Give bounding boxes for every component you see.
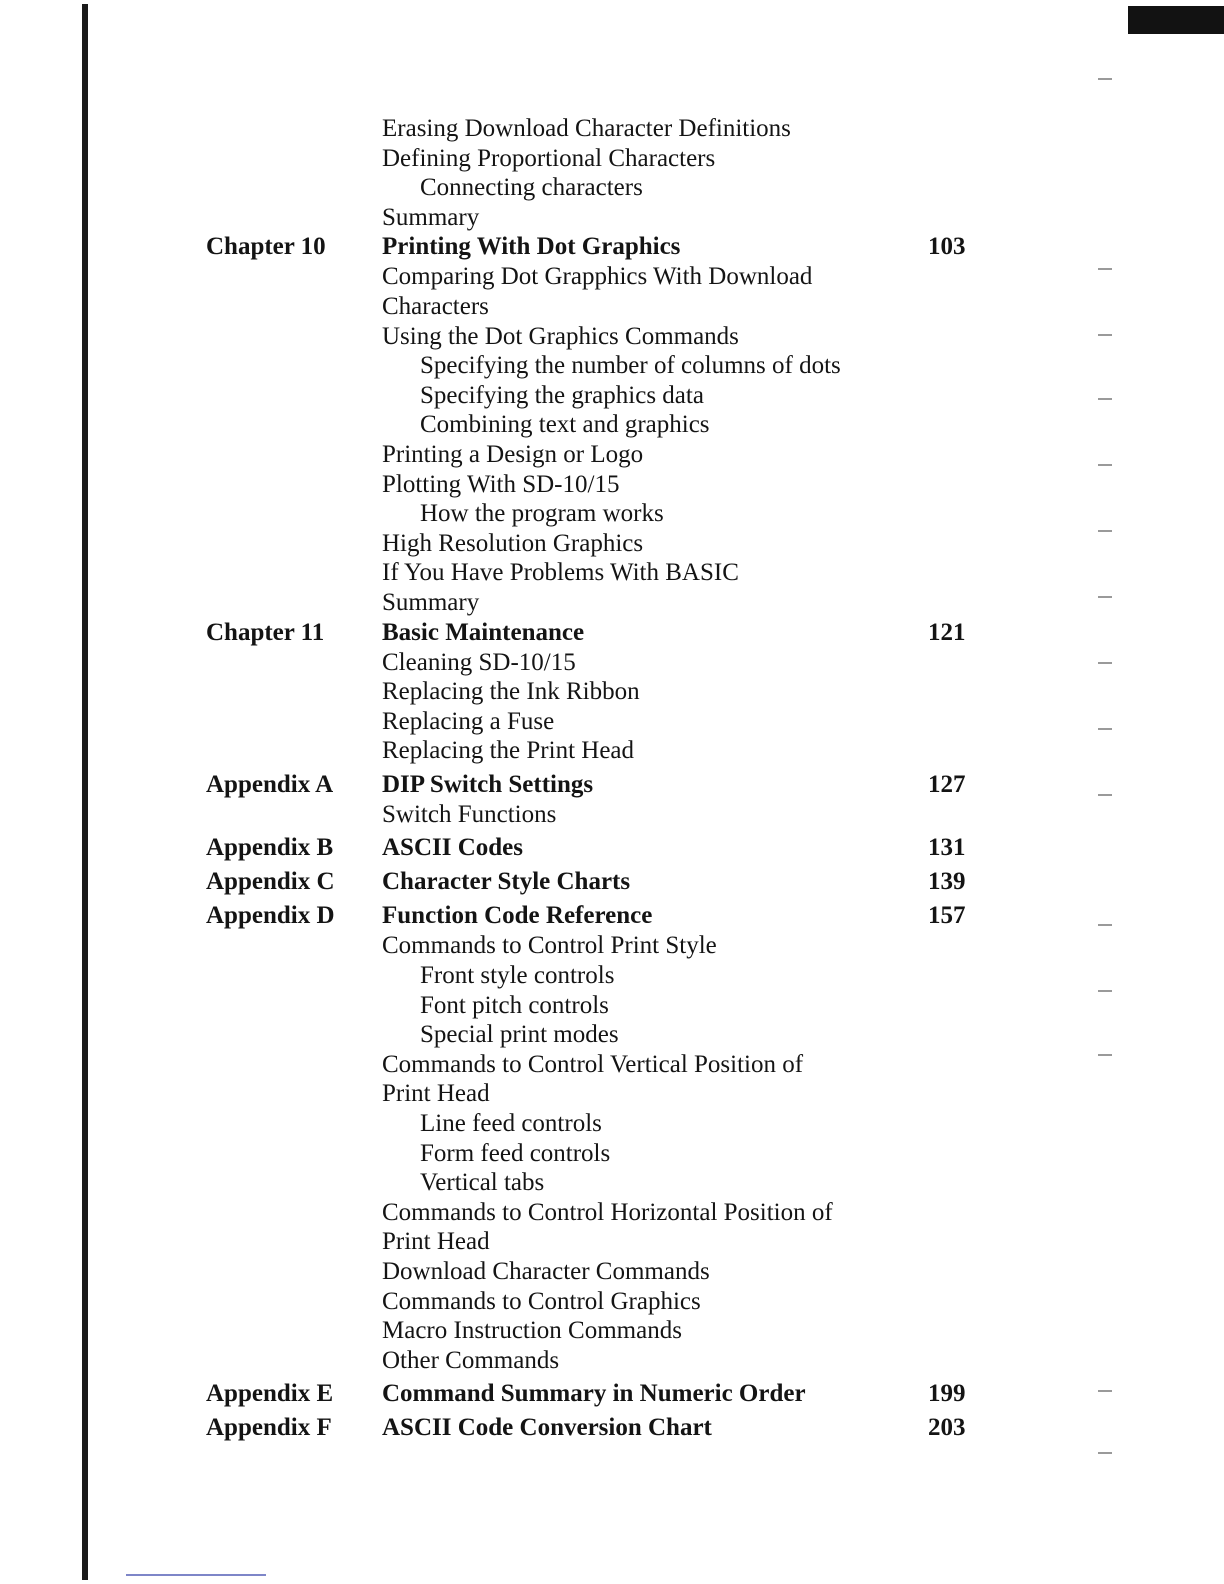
toc-entry-heading [0, 232, 1224, 262]
toc-entry [0, 232, 1224, 617]
toc-section: Summary [382, 203, 480, 231]
toc-section: Switch Functions [382, 800, 557, 828]
toc-entry-title: DIP Switch Settings [382, 770, 594, 798]
toc-subsection: Front style controls [420, 962, 615, 990]
toc-entry-title: Function Code Reference [382, 902, 653, 930]
toc-section: Commands to Control Graphics [382, 1287, 701, 1315]
toc-entry-page: 157 [928, 902, 966, 930]
toc-section: Characters [382, 292, 489, 320]
toc-entry-page: 199 [928, 1380, 966, 1408]
toc-entry-label: Appendix D [206, 902, 335, 930]
toc-entry [0, 867, 1224, 897]
toc-subsection: Combining text and graphics [420, 411, 710, 439]
toc-section: Using the Dot Graphics Commands [382, 322, 739, 350]
toc-entry-title: Basic Maintenance [382, 618, 585, 646]
toc-section: Replacing the Print Head [382, 737, 635, 765]
scan-mark [1098, 78, 1112, 80]
toc-entry [0, 770, 1224, 830]
toc-section: Commands to Control Horizontal Position of [382, 1198, 833, 1226]
toc-section: Print Head [382, 1228, 490, 1256]
toc-entry-page: 121 [928, 618, 966, 646]
toc-entry-title: ASCII Code Conversion Chart [382, 1414, 712, 1442]
toc-subsection: How the program works [420, 500, 664, 528]
toc-entry [0, 1379, 1224, 1409]
toc-subsection: Form feed controls [420, 1139, 611, 1167]
toc-entry-title: Printing With Dot Graphics [382, 233, 681, 261]
toc-entry-page: 127 [928, 770, 966, 798]
toc-entry-label: Appendix E [206, 1380, 334, 1408]
table-of-contents [0, 114, 1224, 1443]
toc-entry-title: Character Style Charts [382, 868, 631, 896]
toc-entry-title: ASCII Codes [382, 834, 524, 862]
toc-entry-page: 203 [928, 1414, 966, 1442]
toc-entry-heading [0, 1379, 1224, 1409]
toc-subsection: Special print modes [420, 1021, 619, 1049]
toc-section: Other Commands [382, 1346, 560, 1374]
toc-entry-label: Appendix B [206, 834, 334, 862]
toc-section: Commands to Control Print Style [382, 932, 717, 960]
scan-mark [1098, 1452, 1112, 1454]
toc-subsection: Font pitch controls [420, 991, 609, 1019]
toc-section: Commands to Control Vertical Position of [382, 1050, 804, 1078]
toc-section: If You Have Problems With BASIC [382, 559, 739, 587]
toc-entry-heading [0, 833, 1224, 863]
toc-entry-page: 139 [928, 868, 966, 896]
thumb-index-tab [1128, 6, 1224, 34]
toc-entry-title: Command Summary in Numeric Order [382, 1380, 806, 1408]
toc-subsection: Specifying the number of columns of dots [420, 352, 841, 380]
toc-section: Summary [382, 588, 480, 616]
toc-entry-heading [0, 618, 1224, 648]
toc-section: Cleaning SD-10/15 [382, 648, 576, 676]
toc-section: Print Head [382, 1080, 490, 1108]
toc-section: Plotting With SD-10/15 [382, 470, 620, 498]
toc-entry [0, 833, 1224, 863]
toc-entry-label: Chapter 11 [206, 618, 325, 646]
toc-subsection: Connecting characters [420, 174, 643, 202]
toc-section: Download Character Commands [382, 1258, 710, 1285]
toc-subsection: Specifying the graphics data [420, 381, 704, 409]
toc-entry-heading [0, 1413, 1224, 1443]
toc-entry-label: Appendix A [206, 770, 334, 798]
toc-entry [0, 1413, 1224, 1443]
toc-section: Printing a Design or Logo [382, 440, 644, 468]
toc-entry-heading [0, 867, 1224, 897]
toc-section: High Resolution Graphics [382, 529, 644, 557]
footnote-rule [126, 1574, 266, 1576]
toc-continued-block [0, 114, 1224, 232]
toc-entry-page: 131 [928, 834, 966, 862]
toc-subsection: Line feed controls [420, 1110, 602, 1138]
toc-section: Comparing Dot Grapphics With Download [382, 263, 813, 291]
toc-entry-heading [0, 901, 1224, 931]
toc-subsection: Vertical tabs [420, 1169, 545, 1197]
toc-section: Replacing a Fuse [382, 707, 555, 735]
toc-section: Defining Proportional Characters [382, 144, 716, 172]
toc-entry-label: Appendix F [206, 1414, 332, 1442]
toc-section: Replacing the Ink Ribbon [382, 678, 640, 706]
toc-entry [0, 618, 1224, 766]
toc-section: Macro Instruction Commands [382, 1317, 682, 1345]
toc-section: Erasing Download Character Definitions [382, 115, 791, 142]
toc-entry-label: Chapter 10 [206, 233, 326, 261]
toc-entry [0, 901, 1224, 1375]
toc-entry-page: 103 [928, 233, 966, 261]
toc-entry-heading [0, 770, 1224, 800]
toc-entry-label: Appendix C [206, 868, 335, 896]
